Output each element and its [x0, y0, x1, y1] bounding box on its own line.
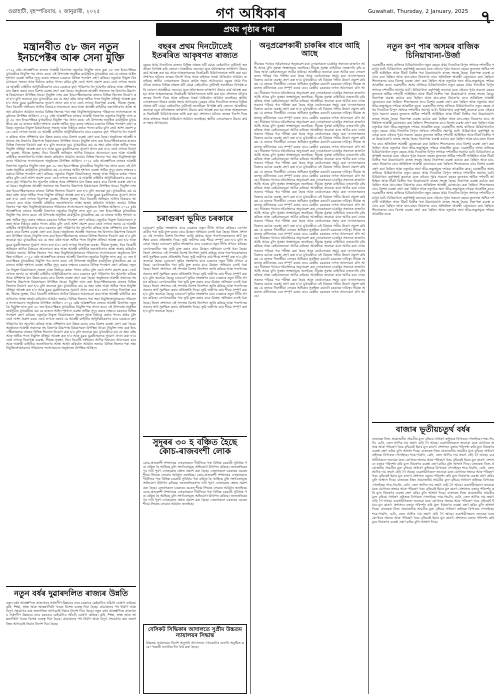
- article-body: ২০২৫ বৰ্ষৰ আৰম্ভণিতে ৰাজ্যৰ আৰক্ষী বিভাগত নতুনকৈ নিযুক্তি লাভ কৰা ৫৮ জন ইনচপেক্টৰক মুখ্যমন্ত্ৰীয়ে নিযুক্তি পত্ৰ প্ৰদান কৰে। এই উপলক্ষে অনুষ্ঠিত কাৰ্যসূচীত মুখ্যমন্ত্ৰীয়ে কয় যে ৰাজ্যৰ আইন শৃংখলা ব্যৱস্থা অধিক সুদৃঢ় কৰাৰ লক্ষ্যৰে চৰকাৰে বিভিন্ন পদক্ষেপ গ্ৰহণ কৰিছে। নতুনকৈ নিযুক্ত বিষয়াসকলে সততা আৰু নিষ্ঠাৰে কৰ্তব্য পালন কৰিব বুলি তেওঁ আশা প্ৰকাশ কৰে। তেওঁ লগতে জনায় যে আৰক্ষী বাহিনীৰ আধুনিকীকৰণৰ বাবে চৰকাৰে বৃহৎ পৰিমাণৰ ধন আবণ্টন কৰিছে আৰু প্ৰশিক্ষণৰ মান উন্নত কৰাৰ বাবে বিশেষ ব্যৱস্থা গ্ৰহণ কৰা হৈছে। অনুষ্ঠানত আৰক্ষী সঞ্চালক সহ বিভাগৰ উচ্চপদস্থ বিষয়াসকল উপস্থিত থাকে। নিযুক্তি লাভ কৰা ইনচপেক্টৰসকলক ৰাজ্যৰ বিভিন্ন জিলাত নিয়োগ কৰা হ'ব বুলি জনোৱা হয়। মুখ্যমন্ত্ৰীয়ে কয় যে অহা বৰ্ষত আৰু অধিক পদত নিযুক্তি প্ৰক্ৰিয়া আৰম্ভ কৰা হ'ব আৰু যুৱক যুৱতীসকলক সুযোগ প্ৰদান কৰা হ'ব। তেওঁ লগতে নিৰাপত্তা ব্যৱস্থা, সীমান্ত সুৰক্ষা, নিচা বিৰোধী অভিযান আদিৰ বিষয়েও আলোচনা কৰে আৰু আৰক্ষী বাহিনীক জনসাধাৰণৰ আস্থা অৰ্জন কৰিবলৈ আহ্বান জনায়। বিভিন্ন জিলাৰ পৰা অহা নিযুক্তিপ্ৰাপ্তসকলৰ পৰিয়ালৰ সদস্যসকলো অনুষ্ঠানত উপস্থিত আছিল। ২০২৫ বৰ্ষৰ আৰম্ভণিতে ৰাজ্যৰ আৰক্ষী বিভাগত নতুনকৈ নিযুক্তি লাভ কৰা ৫৮ জন ইনচপেক্টৰক মুখ্যমন্ত্ৰীয়ে নিযুক্তি পত্ৰ প্ৰদান কৰে। এই উপলক্ষে অনুষ্ঠিত কাৰ্যসূচীত মুখ্যমন্ত্ৰীয়ে কয় যে ৰাজ্যৰ আইন শৃংখলা ব্যৱস্থা অধিক সুদৃঢ় কৰাৰ লক্ষ্যৰে চৰকাৰে বিভিন্ন পদক্ষেপ গ্ৰহণ কৰিছে। নতুনকৈ নিযুক্ত বিষয়াসকলে সততা আৰু নিষ্ঠাৰে কৰ্তব্য পালন কৰিব বুলি তেওঁ আশা প্ৰকাশ কৰে। তেওঁ লগতে জনায় যে আৰক্ষী বাহিনীৰ আধুনিকীকৰণৰ বাবে চৰকাৰে বৃহৎ পৰিমাণৰ ধন আবণ্টন কৰিছে আৰু প্ৰশিক্ষণৰ মান উন্নত কৰাৰ বাবে বিশেষ ব্যৱস্থা গ্ৰহণ কৰা হৈছে। অনুষ্ঠানত আৰক্ষী সঞ্চালক সহ বিভাগৰ উচ্চপদস্থ বিষয়াসকল উপস্থিত থাকে। নিযুক্তি লাভ কৰা ইনচপেক্টৰসকলক ৰাজ্যৰ বিভিন্ন জিলাত নিয়োগ কৰা হ'ব বুলি জনোৱা হয়। মুখ্যমন্ত্ৰীয়ে কয় যে অহা বৰ্ষত আৰু অধিক পদত নিযুক্তি প্ৰক্ৰিয়া আৰম্ভ কৰা হ'ব আৰু যুৱক যুৱতীসকলক সুযোগ প্ৰদান কৰা হ'ব। তেওঁ লগতে নিৰাপত্তা ব্যৱস্থা, সীমান্ত সুৰক্ষা, নিচা বিৰোধী অভিযান আদিৰ বিষয়েও আলোচনা কৰে আৰু আৰক্ষী বাহিনীক জনসাধাৰণৰ আস্থা অৰ্জন কৰিবলৈ আহ্বান জনায়। বিভিন্ন জিলাৰ পৰা অহা নিযুক্তিপ্ৰাপ্তসকলৰ পৰিয়ালৰ সদস্যসকলো অনুষ্ঠানত উপস্থিত আছিল। ২০২৫ বৰ্ষৰ আৰম্ভণিতে ৰাজ্যৰ আৰক্ষী বিভাগত নতুনকৈ নিযুক্তি লাভ কৰা ৫৮ জন ইনচপেক্টৰক মুখ্যমন্ত্ৰীয়ে নিযুক্তি পত্ৰ প্ৰদান কৰে। এই উপলক্ষে অনুষ্ঠিত কাৰ্যসূচীত মুখ্যমন্ত্ৰীয়ে কয় যে ৰাজ্যৰ আইন শৃংখলা ব্যৱস্থা অধিক সুদৃঢ় কৰাৰ লক্ষ্যৰে চৰকাৰে বিভিন্ন পদক্ষেপ গ্ৰহণ কৰিছে। নতুনকৈ নিযুক্ত বিষয়াসকলে সততা আৰু নিষ্ঠাৰে কৰ্তব্য পালন কৰিব বুলি তেওঁ আশা প্ৰকাশ কৰে। তেওঁ লগতে জনায় যে আৰক্ষী বাহিনীৰ আধুনিকীকৰণৰ বাবে চৰকাৰে বৃহৎ পৰিমাণৰ ধন আবণ্টন কৰিছে আৰু প্ৰশিক্ষণৰ মান উন্নত কৰাৰ বাবে বিশেষ ব্যৱস্থা গ্ৰহণ কৰা হৈছে। অনুষ্ঠানত আৰক্ষী সঞ্চালক সহ বিভাগৰ উচ্চপদস্থ বিষয়াসকল উপস্থিত থাকে। নিযুক্তি লাভ কৰা ইনচপেক্টৰসকলক ৰাজ্যৰ বিভিন্ন জিলাত নিয়োগ কৰা হ'ব বুলি জনোৱা হয়। মুখ্যমন্ত্ৰীয়ে কয় যে অহা বৰ্ষত আৰু অধিক পদত নিযুক্তি প্ৰক্ৰিয়া আৰম্ভ কৰা হ'ব আৰু যুৱক যুৱতীসকলক সুযোগ প্ৰদান কৰা হ'ব। তেওঁ লগতে নিৰাপত্তা ব্যৱস্থা, সীমান্ত সুৰক্ষা, নিচা বিৰোধী অভিযান আদিৰ বিষয়েও আলোচনা কৰে আৰু আৰক্ষী বাহিনীক জনসাধাৰণৰ আস্থা অৰ্জন কৰিবলৈ আহ্বান জনায়। বিভিন্ন জিলাৰ পৰা অহা নিযুক্তিপ্ৰাপ্তসকলৰ পৰিয়ালৰ সদস্যসকলো অনুষ্ঠানত উপস্থিত আছিল। ২০২৫ বৰ্ষৰ আৰম্ভণিতে ৰাজ্যৰ আৰক্ষী বিভাগত নতুনকৈ নিযুক্তি লাভ কৰা ৫৮ জন ইনচপেক্টৰক মুখ্যমন্ত্ৰীয়ে নিযুক্তি পত্ৰ প্ৰদান কৰে। এই উপলক্ষে অনুষ্ঠিত কাৰ্যসূচীত মুখ্যমন্ত্ৰীয়ে কয় যে ৰাজ্যৰ আইন শৃংখলা ব্যৱস্থা অধিক সুদৃঢ় কৰাৰ লক্ষ্যৰে চৰকাৰে বিভিন্ন পদক্ষেপ গ্ৰহণ কৰিছে। নতুনকৈ নিযুক্ত বিষয়াসকলে সততা আৰু নিষ্ঠাৰে কৰ্তব্য পালন কৰিব বুলি তেওঁ আশা প্ৰকাশ কৰে। তেওঁ লগতে জনায় যে আৰক্ষী বাহিনীৰ আধুনিকীকৰণৰ বাবে চৰকাৰে বৃহৎ পৰিমাণৰ ধন আবণ্টন কৰিছে আৰু প্ৰশিক্ষণৰ মান উন্নত কৰাৰ বাবে বিশেষ ব্যৱস্থা গ্ৰহণ কৰা হৈছে। অনুষ্ঠানত আৰক্ষী সঞ্চালক সহ বিভাগৰ উচ্চপদস্থ বিষয়াসকল উপস্থিত থাকে। নিযুক্তি লাভ কৰা ইনচপেক্টৰসকলক ৰাজ্যৰ বিভিন্ন জিলাত নিয়োগ কৰা হ'ব বুলি জনোৱা হয়। মুখ্যমন্ত্ৰীয়ে কয় যে অহা বৰ্ষত আৰু অধিক পদত নিযুক্তি প্ৰক্ৰিয়া আৰম্ভ কৰা হ'ব আৰু যুৱক যুৱতীসকলক সুযোগ প্ৰদান কৰা হ'ব। তেওঁ লগতে নিৰাপত্তা ব্যৱস্থা, সীমান্ত সুৰক্ষা, নিচা বিৰোধী অভিযান আদিৰ বিষয়েও আলোচনা কৰে আৰু আৰক্ষী বাহিনীক জনসাধাৰণৰ আস্থা অৰ্জন কৰিবলৈ আহ্বান জনায়। বিভিন্ন জিলাৰ পৰা অহা নিযুক্তিপ্ৰাপ্তসকলৰ পৰিয়ালৰ সদস্যসকলো অনুষ্ঠানত উপস্থিত আছিল। ২০২৫ বৰ্ষৰ আৰম্ভণিতে ৰাজ্যৰ আৰক্ষী বিভাগত নতুনকৈ নিযুক্তি লাভ কৰা ৫৮ জন ইনচপেক্টৰক মুখ্যমন্ত্ৰীয়ে নিযুক্তি পত্ৰ প্ৰদান কৰে। এই উপলক্ষে অনুষ্ঠিত কাৰ্যসূচীত মুখ্যমন্ত্ৰীয়ে কয় যে ৰাজ্যৰ আইন শৃংখলা ব্যৱস্থা অধিক সুদৃঢ় কৰাৰ লক্ষ্যৰে চৰকাৰে বিভিন্ন পদক্ষেপ গ্ৰহণ কৰিছে। নতুনকৈ নিযুক্ত বিষয়াসকলে সততা আৰু নিষ্ঠাৰে কৰ্তব্য পালন কৰিব বুলি তেওঁ আশা প্ৰকাশ কৰে। তেওঁ লগতে জনায় যে আৰক্ষী বাহিনীৰ আধুনিকীকৰণৰ বাবে চৰকাৰে বৃহৎ পৰিমাণৰ ধন আবণ্টন কৰিছে আৰু প্ৰশিক্ষণৰ মান উন্নত কৰাৰ বাবে বিশেষ ব্যৱস্থা গ্ৰহণ কৰা হৈছে। অনুষ্ঠানত আৰক্ষী সঞ্চালক সহ বিভাগৰ উচ্চপদস্থ বিষয়াসকল উপস্থিত থাকে। নিযুক্তি লাভ কৰা ইনচপেক্টৰসকলক ৰাজ্যৰ বিভিন্ন জিলাত নিয়োগ কৰা হ'ব বুলি জনোৱা হয়। মুখ্যমন্ত্ৰীয়ে কয় যে অহা বৰ্ষত আৰু অধিক পদত নিযুক্তি প্ৰক্ৰিয়া আৰম্ভ কৰা হ'ব আৰু যুৱক যুৱতীসকলক সুযোগ প্ৰদান কৰা হ'ব। তেওঁ লগতে নিৰাপত্তা ব্যৱস্থা, সীমান্ত সুৰক্ষা, নিচা বিৰোধী অভিযান আদিৰ বিষয়েও আলোচনা কৰে আৰু আৰক্ষী বাহিনীক জনসাধাৰণৰ আস্থা অৰ্জন কৰিবলৈ আহ্বান জনায়। বিভিন্ন জিলাৰ পৰা অহা নিযুক্তিপ্ৰাপ্তসকলৰ পৰিয়ালৰ সদস্যসকলো অনুষ্ঠানত উপস্থিত আছিল। ২০২৫ বৰ্ষৰ আৰম্ভণিতে ৰাজ্যৰ আৰক্ষী বিভাগত নতুনকৈ নিযুক্তি লাভ কৰা ৫৮ জন ইনচপেক্টৰক মুখ্যমন্ত্ৰীয়ে নিযুক্তি পত্ৰ প্ৰদান কৰে। এই উপলক্ষে অনুষ্ঠিত কাৰ্যসূচীত মুখ্যমন্ত্ৰীয়ে কয় যে ৰাজ্যৰ আইন শৃংখলা ব্যৱস্থা অধিক সুদৃঢ় কৰাৰ লক্ষ্যৰে চৰকাৰে বিভিন্ন পদক্ষেপ গ্ৰহণ কৰিছে। নতুনকৈ নিযুক্ত বিষয়াসকলে সততা আৰু নিষ্ঠাৰে কৰ্তব্য পালন কৰিব বুলি তেওঁ আশা প্ৰকাশ কৰে। তেওঁ লগতে জনায় যে আৰক্ষী বাহিনীৰ আধুনিকীকৰণৰ বাবে চৰকাৰে বৃহৎ পৰিমাণৰ ধন আবণ্টন কৰিছে আৰু প্ৰশিক্ষণৰ মান উন্নত কৰাৰ বাবে বিশেষ ব্যৱস্থা গ্ৰহণ কৰা হৈছে। অনুষ্ঠানত আৰক্ষী সঞ্চালক সহ বিভাগৰ উচ্চপদস্থ বিষয়াসকল উপস্থিত থাকে। নিযুক্তি লাভ কৰা ইনচপেক্টৰসকলক ৰাজ্যৰ বিভিন্ন জিলাত নিয়োগ কৰা হ'ব বুলি জনোৱা হয়। মুখ্যমন্ত্ৰীয়ে কয় যে অহা বৰ্ষত আৰু অধিক পদত নিযুক্তি প্ৰক্ৰিয়া আৰম্ভ কৰা হ'ব আৰু যুৱক যুৱতীসকলক সুযোগ প্ৰদান কৰা হ'ব। তেওঁ লগতে নিৰাপত্তা ব্যৱস্থা, সীমান্ত সুৰক্ষা, নিচা বিৰোধী অভিযান আদিৰ বিষয়েও আলোচনা কৰে আৰু আৰক্ষী বাহিনীক জনসাধাৰণৰ আস্থা অৰ্জন কৰিবলৈ আহ্বান জনায়। বিভিন্ন জিলাৰ পৰা অহা নিযুক্তিপ্ৰাপ্তসকলৰ পৰিয়ালৰ সদস্যসকলো অনুষ্ঠানত উপস্থিত আছিল।: [6, 68, 136, 351]
- article-headline: বছৰৰ প্ৰথম দিনটোতেই ইতৰৰিত আকৃষণত ৰাজ্যত: [152, 41, 238, 60]
- article-body: বাজাৰত নিত্য প্ৰয়োজনীয় সামগ্ৰীৰ মূল্য বৃদ্ধিয়ে সাধাৰণ ৰাইজক বিপাঙত পেলাইছে। শাক-পাচলি, চেনি, তেল আদিৰ দাম ক্ৰমাৎ বাঢ়ি গৈ আছে। ব্যৱসায়ীসকলে জনোৱা মতে যোগানৰ অভাৱ আৰু পৰিবহণ খৰচ বৃদ্ধিয়েই ইয়াৰ মূল কাৰণ। প্ৰশাসনে বজাৰ পৰিদৰ্শন কৰি মূল্য নিয়ন্ত্ৰণৰ ব্যৱস্থা গ্ৰহণ কৰিব বুলি আশ্বাস দিছে। বাজাৰত নিত্য প্ৰয়োজনীয় সামগ্ৰীৰ মূল্য বৃদ্ধিয়ে সাধাৰণ ৰাইজক বিপাঙত পেলাইছে। শাক-পাচলি, চেনি, তেল আদিৰ দাম ক্ৰমাৎ বাঢ়ি গৈ আছে। ব্যৱসায়ীসকলে জনোৱা মতে যোগানৰ অভাৱ আৰু পৰিবহণ খৰচ বৃদ্ধিয়েই ইয়াৰ মূল কাৰণ। প্ৰশাসনে বজাৰ পৰিদৰ্শন কৰি মূল্য নিয়ন্ত্ৰণৰ ব্যৱস্থা গ্ৰহণ কৰিব বুলি আশ্বাস দিছে। বাজাৰত নিত্য প্ৰয়োজনীয় সামগ্ৰীৰ মূল্য বৃদ্ধিয়ে সাধাৰণ ৰাইজক বিপাঙত পেলাইছে। শাক-পাচলি, চেনি, তেল আদিৰ দাম ক্ৰমাৎ বাঢ়ি গৈ আছে। ব্যৱসায়ীসকলে জনোৱা মতে যোগানৰ অভাৱ আৰু পৰিবহণ খৰচ বৃদ্ধিয়েই ইয়াৰ মূল কাৰণ। প্ৰশাসনে বজাৰ পৰিদৰ্শন কৰি মূল্য নিয়ন্ত্ৰণৰ ব্যৱস্থা গ্ৰহণ কৰিব বুলি আশ্বাস দিছে। বাজাৰত নিত্য প্ৰয়োজনীয় সামগ্ৰীৰ মূল্য বৃদ্ধিয়ে সাধাৰণ ৰাইজক বিপাঙত পেলাইছে। শাক-পাচলি, চেনি, তেল আদিৰ দাম ক্ৰমাৎ বাঢ়ি গৈ আছে। ব্যৱসায়ীসকলে জনোৱা মতে যোগানৰ অভাৱ আৰু পৰিবহণ খৰচ বৃদ্ধিয়েই ইয়াৰ মূল কাৰণ। প্ৰশাসনে বজাৰ পৰিদৰ্শন কৰি মূল্য নিয়ন্ত্ৰণৰ ব্যৱস্থা গ্ৰহণ কৰিব বুলি আশ্বাস দিছে। বাজাৰত নিত্য প্ৰয়োজনীয় সামগ্ৰীৰ মূল্য বৃদ্ধিয়ে সাধাৰণ ৰাইজক বিপাঙত পেলাইছে। শাক-পাচলি, চেনি, তেল আদিৰ দাম ক্ৰমাৎ বাঢ়ি গৈ আছে। ব্যৱসায়ীসকলে জনোৱা মতে যোগানৰ অভাৱ আৰু পৰিবহণ খৰচ বৃদ্ধিয়েই ইয়াৰ মূল কাৰণ। প্ৰশাসনে বজাৰ পৰিদৰ্শন কৰি মূল্য নিয়ন্ত্ৰণৰ ব্যৱস্থা গ্ৰহণ কৰিব বুলি আশ্বাস দিছে। বাজাৰত নিত্য প্ৰয়োজনীয় সামগ্ৰীৰ মূল্য বৃদ্ধিয়ে সাধাৰণ ৰাইজক বিপাঙত পেলাইছে। শাক-পাচলি, চেনি, তেল আদিৰ দাম ক্ৰমাৎ বাঢ়ি গৈ আছে। ব্যৱসায়ীসকলে জনোৱা মতে যোগানৰ অভাৱ আৰু পৰিবহণ খৰচ বৃদ্ধিয়েই ইয়াৰ মূল কাৰণ। প্ৰশাসনে বজাৰ পৰিদৰ্শন কৰি মূল্য নিয়ন্ত্ৰণৰ ব্যৱস্থা গ্ৰহণ কৰিব বুলি আশ্বাস দিছে।: [372, 436, 494, 524]
- article-headline: অনুপ্ৰৱেশকাৰী চাকৰিৰ বাবে আহি আছে: [259, 41, 360, 59]
- masthead-logo: গণ অধিকাৰ: [215, 6, 287, 22]
- article-body: চৰাগুৰণ ভূমিৰ সংৰক্ষণৰ বাবে চৰকাৰে নতুন নীতি প্ৰণয়ন কৰিছে। বেদখলকাৰীৰ পৰা ভূমি মুক্ত কৰাৰ বাবে উচ্ছেদ অভিযান চলাই থকা হৈছে। জিলা প্ৰশাসনে এই সন্দৰ্ভত বিশেষ নিৰ্দেশনা জাৰি কৰিছে আৰু পশুপালকসকলৰ স্বাৰ্থ সুৰক্ষিত কৰাৰ প্ৰতিশ্ৰুতি দিছে। ভূমি জৰীপৰ কাম শীঘ্ৰে সম্পূৰ্ণ কৰা হ'ব বুলি জনোৱা হৈছে। চৰাগুৰণ ভূমিৰ সংৰক্ষণৰ বাবে চৰকাৰে নতুন নীতি প্ৰণয়ন কৰিছে। বেদখলকাৰীৰ পৰা ভূমি মুক্ত কৰাৰ বাবে উচ্ছেদ অভিযান চলাই থকা হৈছে। জিলা প্ৰশাসনে এই সন্দৰ্ভত বিশেষ নিৰ্দেশনা জাৰি কৰিছে আৰু পশুপালকসকলৰ স্বাৰ্থ সুৰক্ষিত কৰাৰ প্ৰতিশ্ৰুতি দিছে। ভূমি জৰীপৰ কাম শীঘ্ৰে সম্পূৰ্ণ কৰা হ'ব বুলি জনোৱা হৈছে। চৰাগুৰণ ভূমিৰ সংৰক্ষণৰ বাবে চৰকাৰে নতুন নীতি প্ৰণয়ন কৰিছে। বেদখলকাৰীৰ পৰা ভূমি মুক্ত কৰাৰ বাবে উচ্ছেদ অভিযান চলাই থকা হৈছে। জিলা প্ৰশাসনে এই সন্দৰ্ভত বিশেষ নিৰ্দেশনা জাৰি কৰিছে আৰু পশুপালকসকলৰ স্বাৰ্থ সুৰক্ষিত কৰাৰ প্ৰতিশ্ৰুতি দিছে। ভূমি জৰীপৰ কাম শীঘ্ৰে সম্পূৰ্ণ কৰা হ'ব বুলি জনোৱা হৈছে। চৰাগুৰণ ভূমিৰ সংৰক্ষণৰ বাবে চৰকাৰে নতুন নীতি প্ৰণয়ন কৰিছে। বেদখলকাৰীৰ পৰা ভূমি মুক্ত কৰাৰ বাবে উচ্ছেদ অভিযান চলাই থকা হৈছে। জিলা প্ৰশাসনে এই সন্দৰ্ভত বিশেষ নিৰ্দেশনা জাৰি কৰিছে আৰু পশুপালকসকলৰ স্বাৰ্থ সুৰক্ষিত কৰাৰ প্ৰতিশ্ৰুতি দিছে। ভূমি জৰীপৰ কাম শীঘ্ৰে সম্পূৰ্ণ কৰা হ'ব বুলি জনোৱা হৈছে। চৰাগুৰণ ভূমিৰ সংৰক্ষণৰ বাবে চৰকাৰে নতুন নীতি প্ৰণয়ন কৰিছে। বেদখলকাৰীৰ পৰা ভূমি মুক্ত কৰাৰ বাবে উচ্ছেদ অভিযান চলাই থকা হৈছে। জিলা প্ৰশাসনে এই সন্দৰ্ভত বিশেষ নিৰ্দেশনা জাৰি কৰিছে আৰু পশুপালকসকলৰ স্বাৰ্থ সুৰক্ষিত কৰাৰ প্ৰতিশ্ৰুতি দিছে। ভূমি জৰীপৰ কাম শীঘ্ৰে সম্পূৰ্ণ কৰা হ'ব বুলি জনোৱা হৈছে।: [143, 225, 247, 313]
- column-divider: [139, 40, 140, 694]
- article-headline: মন্ত্ৰানবীত ৫৮ জন নতুন ইনচপেক্টৰ আৰু সেনা মুক্তি: [17, 42, 125, 64]
- page-number: ৭: [480, 7, 492, 28]
- article-headline: বাজাৰ ভূতীয়চতুৰ্থ বৰ্ষৰ: [395, 424, 471, 434]
- article-col4-lower: [372, 420, 494, 692]
- section-banner: প্ৰথম পৃষ্ঠাৰ পৰা: [156, 23, 342, 36]
- column-divider: [250, 40, 251, 694]
- newspaper-page: [6, 4, 494, 696]
- column-divider: [368, 40, 369, 694]
- article-divider: [143, 211, 247, 212]
- article-col2-mid: [143, 209, 247, 429]
- article-divider: [372, 422, 494, 423]
- article-col1-main: [6, 40, 136, 580]
- article-col4-top: [372, 40, 494, 415]
- article-divider: [6, 586, 136, 587]
- article-body: উচ্চতম ন্যায়ালয়ৰ নিৰ্দেশ অনুসৰি আদালতে গোচৰটোৰ শুনানি অনুষ্ঠিত কৰে। পৰৱৰ্তী শুনানিৰ দিন ধাৰ্য কৰা হৈছে।: [146, 641, 244, 650]
- header-rule: [6, 20, 494, 21]
- article-headline: নতুন বৰ্ষৰ দুৱাৰদলিত ৰাজ্যৰ উন্নতি: [13, 588, 129, 598]
- article-body: কোচ-ৰাজবংশী সম্প্ৰদায়ৰ লোকসকলে দীৰ্ঘদিনৰ পৰা বিভিন্ন চৰকাৰী সুবিধাৰ পৰা বঞ্চিত হৈ আহিছে বুলি সংগঠনসমূহে অভিযোগ উত্থাপন কৰিছে। জনজাতিকৰণৰ দাবী পূৰণ নোহোৱাত ক্ষোভ প্ৰকাশ কৰা হৈছে। নেতাসকলে চৰকাৰৰ ওচৰত শীঘ্ৰে সিদ্ধান্ত লোৱাৰ আহ্বান জনাইছে। কোচ-ৰাজবংশী সম্প্ৰদায়ৰ লোকসকলে দীৰ্ঘদিনৰ পৰা বিভিন্ন চৰকাৰী সুবিধাৰ পৰা বঞ্চিত হৈ আহিছে বুলি সংগঠনসমূহে অভিযোগ উত্থাপন কৰিছে। জনজাতিকৰণৰ দাবী পূৰণ নোহোৱাত ক্ষোভ প্ৰকাশ কৰা হৈছে। নেতাসকলে চৰকাৰৰ ওচৰত শীঘ্ৰে সিদ্ধান্ত লোৱাৰ আহ্বান জনাইছে। কোচ-ৰাজবংশী সম্প্ৰদায়ৰ লোকসকলে দীৰ্ঘদিনৰ পৰা বিভিন্ন চৰকাৰী সুবিধাৰ পৰা বঞ্চিত হৈ আহিছে বুলি সংগঠনসমূহে অভিযোগ উত্থাপন কৰিছে। জনজাতিকৰণৰ দাবী পূৰণ নোহোৱাত ক্ষোভ প্ৰকাশ কৰা হৈছে। নেতাসকলে চৰকাৰৰ ওচৰত শীঘ্ৰে সিদ্ধান্ত লোৱাৰ আহ্বান জনাইছে।: [143, 460, 247, 507]
- article-divider: [143, 436, 247, 437]
- article-col3-main: [254, 40, 365, 692]
- article-col1-lower: [6, 584, 136, 694]
- article-body: নতুন বৰ্ষৰ আৰম্ভণিতে ৰাজ্যখনৰ সৰ্বাংগীণ উন্নয়নৰ বাবে চৰকাৰে কেইবাটাও আঁচনি ঘোষণা কৰিছে। কৃষি, শিক্ষা, স্বাস্থ্য আৰু আন্তঃগাঁথনি খণ্ডত বিশেষ গুৰুত্ব দিয়া হৈছে। গ্ৰামাঞ্চলৰ পথ নিৰ্মাণ আৰু বিদ্যুৎ সংযোগৰ কাম দ্ৰুতগতিত আগবঢ়াই নিয়াৰ নিৰ্দেশ দিয়া হৈছে। নতুন বৰ্ষৰ আৰম্ভণিতে ৰাজ্যখনৰ সৰ্বাংগীণ উন্নয়নৰ বাবে চৰকাৰে কেইবাটাও আঁচনি ঘোষণা কৰিছে। কৃষি, শিক্ষা, স্বাস্থ্য আৰু আন্তঃগাঁথনি খণ্ডত বিশেষ গুৰুত্ব দিয়া হৈছে। গ্ৰামাঞ্চলৰ পথ নিৰ্মাণ আৰু বিদ্যুৎ সংযোগৰ কাম দ্ৰুতগতিত আগবঢ়াই নিয়াৰ নিৰ্দেশ দিয়া হৈছে।: [6, 600, 136, 626]
- issue-date-bengali: গুৱাহাটী, বৃহস্পতিবাৰ, ২ জানুৱাৰী, ২০২৫: [8, 9, 100, 15]
- article-col2-bottom: [143, 624, 247, 694]
- article-body: গুৱাহাটীৰ অসম ৰাজ্যিক চিৰিয়াখানালৈ নতুন বছৰৰ প্ৰথম দিনটোত বিপুল সংখ্যক দৰ্শনাৰ্থীৰ সমাগম ঘটে। চিৰিয়াখানা কৰ্তৃপক্ষই জনোৱা মতে এইবাৰ পূৰ্বৰ সকলো বছৰৰ তুলনাত অধিক দৰ্শনাৰ্থী আহিছিল আৰু টিকট বিক্ৰীৰ পৰা উল্লেখযোগ্য ৰাজহ সংগ্ৰহ হৈছে। নিৰাপত্তা ব্যৱস্থা কঠোৰ কৰা হৈছিল আৰু যান-বাহন নিয়ন্ত্ৰণৰ বাবে অতিৰিক্ত আৰক্ষী মোতায়েন কৰা হৈছিল। শিশুসকলৰ বাবে বিশেষ ব্যৱস্থা গ্ৰহণ কৰা হৈছিল আৰু নতুনকৈ অনা জীৱ-জন্তুসমূহে দৰ্শকক আকৰ্ষিত কৰে। গুৱাহাটীৰ অসম ৰাজ্যিক চিৰিয়াখানালৈ নতুন বছৰৰ প্ৰথম দিনটোত বিপুল সংখ্যক দৰ্শনাৰ্থীৰ সমাগম ঘটে। চিৰিয়াখানা কৰ্তৃপক্ষই জনোৱা মতে এইবাৰ পূৰ্বৰ সকলো বছৰৰ তুলনাত অধিক দৰ্শনাৰ্থী আহিছিল আৰু টিকট বিক্ৰীৰ পৰা উল্লেখযোগ্য ৰাজহ সংগ্ৰহ হৈছে। নিৰাপত্তা ব্যৱস্থা কঠোৰ কৰা হৈছিল আৰু যান-বাহন নিয়ন্ত্ৰণৰ বাবে অতিৰিক্ত আৰক্ষী মোতায়েন কৰা হৈছিল। শিশুসকলৰ বাবে বিশেষ ব্যৱস্থা গ্ৰহণ কৰা হৈছিল আৰু নতুনকৈ অনা জীৱ-জন্তুসমূহে দৰ্শকক আকৰ্ষিত কৰে। গুৱাহাটীৰ অসম ৰাজ্যিক চিৰিয়াখানালৈ নতুন বছৰৰ প্ৰথম দিনটোত বিপুল সংখ্যক দৰ্শনাৰ্থীৰ সমাগম ঘটে। চিৰিয়াখানা কৰ্তৃপক্ষই জনোৱা মতে এইবাৰ পূৰ্বৰ সকলো বছৰৰ তুলনাত অধিক দৰ্শনাৰ্থী আহিছিল আৰু টিকট বিক্ৰীৰ পৰা উল্লেখযোগ্য ৰাজহ সংগ্ৰহ হৈছে। নিৰাপত্তা ব্যৱস্থা কঠোৰ কৰা হৈছিল আৰু যান-বাহন নিয়ন্ত্ৰণৰ বাবে অতিৰিক্ত আৰক্ষী মোতায়েন কৰা হৈছিল। শিশুসকলৰ বাবে বিশেষ ব্যৱস্থা গ্ৰহণ কৰা হৈছিল আৰু নতুনকৈ অনা জীৱ-জন্তুসমূহে দৰ্শকক আকৰ্ষিত কৰে। গুৱাহাটীৰ অসম ৰাজ্যিক চিৰিয়াখানালৈ নতুন বছৰৰ প্ৰথম দিনটোত বিপুল সংখ্যক দৰ্শনাৰ্থীৰ সমাগম ঘটে। চিৰিয়াখানা কৰ্তৃপক্ষই জনোৱা মতে এইবাৰ পূৰ্বৰ সকলো বছৰৰ তুলনাত অধিক দৰ্শনাৰ্থী আহিছিল আৰু টিকট বিক্ৰীৰ পৰা উল্লেখযোগ্য ৰাজহ সংগ্ৰহ হৈছে। নিৰাপত্তা ব্যৱস্থা কঠোৰ কৰা হৈছিল আৰু যান-বাহন নিয়ন্ত্ৰণৰ বাবে অতিৰিক্ত আৰক্ষী মোতায়েন কৰা হৈছিল। শিশুসকলৰ বাবে বিশেষ ব্যৱস্থা গ্ৰহণ কৰা হৈছিল আৰু নতুনকৈ অনা জীৱ-জন্তুসমূহে দৰ্শকক আকৰ্ষিত কৰে। গুৱাহাটীৰ অসম ৰাজ্যিক চিৰিয়াখানালৈ নতুন বছৰৰ প্ৰথম দিনটোত বিপুল সংখ্যক দৰ্শনাৰ্থীৰ সমাগম ঘটে। চিৰিয়াখানা কৰ্তৃপক্ষই জনোৱা মতে এইবাৰ পূৰ্বৰ সকলো বছৰৰ তুলনাত অধিক দৰ্শনাৰ্থী আহিছিল আৰু টিকট বিক্ৰীৰ পৰা উল্লেখযোগ্য ৰাজহ সংগ্ৰহ হৈছে। নিৰাপত্তা ব্যৱস্থা কঠোৰ কৰা হৈছিল আৰু যান-বাহন নিয়ন্ত্ৰণৰ বাবে অতিৰিক্ত আৰক্ষী মোতায়েন কৰা হৈছিল। শিশুসকলৰ বাবে বিশেষ ব্যৱস্থা গ্ৰহণ কৰা হৈছিল আৰু নতুনকৈ অনা জীৱ-জন্তুসমূহে দৰ্শকক আকৰ্ষিত কৰে। গুৱাহাটীৰ অসম ৰাজ্যিক চিৰিয়াখানালৈ নতুন বছৰৰ প্ৰথম দিনটোত বিপুল সংখ্যক দৰ্শনাৰ্থীৰ সমাগম ঘটে। চিৰিয়াখানা কৰ্তৃপক্ষই জনোৱা মতে এইবাৰ পূৰ্বৰ সকলো বছৰৰ তুলনাত অধিক দৰ্শনাৰ্থী আহিছিল আৰু টিকট বিক্ৰীৰ পৰা উল্লেখযোগ্য ৰাজহ সংগ্ৰহ হৈছে। নিৰাপত্তা ব্যৱস্থা কঠোৰ কৰা হৈছিল আৰু যান-বাহন নিয়ন্ত্ৰণৰ বাবে অতিৰিক্ত আৰক্ষী মোতায়েন কৰা হৈছিল। শিশুসকলৰ বাবে বিশেষ ব্যৱস্থা গ্ৰহণ কৰা হৈছিল আৰু নতুনকৈ অনা জীৱ-জন্তুসমূহে দৰ্শকক আকৰ্ষিত কৰে। গুৱাহাটীৰ অসম ৰাজ্যিক চিৰিয়াখানালৈ নতুন বছৰৰ প্ৰথম দিনটোত বিপুল সংখ্যক দৰ্শনাৰ্থীৰ সমাগম ঘটে। চিৰিয়াখানা কৰ্তৃপক্ষই জনোৱা মতে এইবাৰ পূৰ্বৰ সকলো বছৰৰ তুলনাত অধিক দৰ্শনাৰ্থী আহিছিল আৰু টিকট বিক্ৰীৰ পৰা উল্লেখযোগ্য ৰাজহ সংগ্ৰহ হৈছে। নিৰাপত্তা ব্যৱস্থা কঠোৰ কৰা হৈছিল আৰু যান-বাহন নিয়ন্ত্ৰণৰ বাবে অতিৰিক্ত আৰক্ষী মোতায়েন কৰা হৈছিল। শিশুসকলৰ বাবে বিশেষ ব্যৱস্থা গ্ৰহণ কৰা হৈছিল আৰু নতুনকৈ অনা জীৱ-জন্তুসমূহে দৰ্শকক আকৰ্ষিত কৰে।: [372, 62, 494, 217]
- issue-date-english: Guwahati, Thursday, 2 January, 2025: [368, 9, 469, 15]
- article-body: সীমান্তৰ পথেৰে অবৈধভাৱে অনুপ্ৰৱেশ কৰা লোকসকলে চাকৰিৰ সন্ধানত ৰাজ্যলৈ আহি আছে বুলি সুৰক্ষা সংস্থাসমূহে জনাইছে। সীমান্ত সুৰক্ষা বাহিনীয়ে নজৰদাৰি বৃদ্ধি কৰিছে আৰু কেইবাজনকো আটক কৰিছে। আৰক্ষীয়ে জনোৱা মতে আটক কৰা লোকসকলৰ পৰিচয় পত্ৰ পৰীক্ষা কৰা হৈছে আৰু তেওঁলোকক সহায় কৰা দালালসকলৰ বিৰুদ্ধে কঠোৰ ব্যৱস্থা গ্ৰহণ কৰা হ'ব। মুখ্যমন্ত্ৰীয়ে এই বিষয়ত গভীৰ উদ্বেগ প্ৰকাশ কৰি কয় যে ৰাজ্যৰ খিলঞ্জীয়া লোকৰ অধিকাৰ সুৰক্ষিত কৰাটো চৰকাৰৰ দায়িত্ব। সীমান্ত অঞ্চলত কাঁটাতাৰৰ বেৰ সম্পূৰ্ণ কৰাৰ বাবে কেন্দ্ৰীয় চৰকাৰৰ লগত আলোচনা চলি আছে। সীমান্তৰ পথেৰে অবৈধভাৱে অনুপ্ৰৱেশ কৰা লোকসকলে চাকৰিৰ সন্ধানত ৰাজ্যলৈ আহি আছে বুলি সুৰক্ষা সংস্থাসমূহে জনাইছে। সীমান্ত সুৰক্ষা বাহিনীয়ে নজৰদাৰি বৃদ্ধি কৰিছে আৰু কেইবাজনকো আটক কৰিছে। আৰক্ষীয়ে জনোৱা মতে আটক কৰা লোকসকলৰ পৰিচয় পত্ৰ পৰীক্ষা কৰা হৈছে আৰু তেওঁলোকক সহায় কৰা দালালসকলৰ বিৰুদ্ধে কঠোৰ ব্যৱস্থা গ্ৰহণ কৰা হ'ব। মুখ্যমন্ত্ৰীয়ে এই বিষয়ত গভীৰ উদ্বেগ প্ৰকাশ কৰি কয় যে ৰাজ্যৰ খিলঞ্জীয়া লোকৰ অধিকাৰ সুৰক্ষিত কৰাটো চৰকাৰৰ দায়িত্ব। সীমান্ত অঞ্চলত কাঁটাতাৰৰ বেৰ সম্পূৰ্ণ কৰাৰ বাবে কেন্দ্ৰীয় চৰকাৰৰ লগত আলোচনা চলি আছে। সীমান্তৰ পথেৰে অবৈধভাৱে অনুপ্ৰৱেশ কৰা লোকসকলে চাকৰিৰ সন্ধানত ৰাজ্যলৈ আহি আছে বুলি সুৰক্ষা সংস্থাসমূহে জনাইছে। সীমান্ত সুৰক্ষা বাহিনীয়ে নজৰদাৰি বৃদ্ধি কৰিছে আৰু কেইবাজনকো আটক কৰিছে। আৰক্ষীয়ে জনোৱা মতে আটক কৰা লোকসকলৰ পৰিচয় পত্ৰ পৰীক্ষা কৰা হৈছে আৰু তেওঁলোকক সহায় কৰা দালালসকলৰ বিৰুদ্ধে কঠোৰ ব্যৱস্থা গ্ৰহণ কৰা হ'ব। মুখ্যমন্ত্ৰীয়ে এই বিষয়ত গভীৰ উদ্বেগ প্ৰকাশ কৰি কয় যে ৰাজ্যৰ খিলঞ্জীয়া লোকৰ অধিকাৰ সুৰক্ষিত কৰাটো চৰকাৰৰ দায়িত্ব। সীমান্ত অঞ্চলত কাঁটাতাৰৰ বেৰ সম্পূৰ্ণ কৰাৰ বাবে কেন্দ্ৰীয় চৰকাৰৰ লগত আলোচনা চলি আছে। সীমান্তৰ পথেৰে অবৈধভাৱে অনুপ্ৰৱেশ কৰা লোকসকলে চাকৰিৰ সন্ধানত ৰাজ্যলৈ আহি আছে বুলি সুৰক্ষা সংস্থাসমূহে জনাইছে। সীমান্ত সুৰক্ষা বাহিনীয়ে নজৰদাৰি বৃদ্ধি কৰিছে আৰু কেইবাজনকো আটক কৰিছে। আৰক্ষীয়ে জনোৱা মতে আটক কৰা লোকসকলৰ পৰিচয় পত্ৰ পৰীক্ষা কৰা হৈছে আৰু তেওঁলোকক সহায় কৰা দালালসকলৰ বিৰুদ্ধে কঠোৰ ব্যৱস্থা গ্ৰহণ কৰা হ'ব। মুখ্যমন্ত্ৰীয়ে এই বিষয়ত গভীৰ উদ্বেগ প্ৰকাশ কৰি কয় যে ৰাজ্যৰ খিলঞ্জীয়া লোকৰ অধিকাৰ সুৰক্ষিত কৰাটো চৰকাৰৰ দায়িত্ব। সীমান্ত অঞ্চলত কাঁটাতাৰৰ বেৰ সম্পূৰ্ণ কৰাৰ বাবে কেন্দ্ৰীয় চৰকাৰৰ লগত আলোচনা চলি আছে। সীমান্তৰ পথেৰে অবৈধভাৱে অনুপ্ৰৱেশ কৰা লোকসকলে চাকৰিৰ সন্ধানত ৰাজ্যলৈ আহি আছে বুলি সুৰক্ষা সংস্থাসমূহে জনাইছে। সীমান্ত সুৰক্ষা বাহিনীয়ে নজৰদাৰি বৃদ্ধি কৰিছে আৰু কেইবাজনকো আটক কৰিছে। আৰক্ষীয়ে জনোৱা মতে আটক কৰা লোকসকলৰ পৰিচয় পত্ৰ পৰীক্ষা কৰা হৈছে আৰু তেওঁলোকক সহায় কৰা দালালসকলৰ বিৰুদ্ধে কঠোৰ ব্যৱস্থা গ্ৰহণ কৰা হ'ব। মুখ্যমন্ত্ৰীয়ে এই বিষয়ত গভীৰ উদ্বেগ প্ৰকাশ কৰি কয় যে ৰাজ্যৰ খিলঞ্জীয়া লোকৰ অধিকাৰ সুৰক্ষিত কৰাটো চৰকাৰৰ দায়িত্ব। সীমান্ত অঞ্চলত কাঁটাতাৰৰ বেৰ সম্পূৰ্ণ কৰাৰ বাবে কেন্দ্ৰীয় চৰকাৰৰ লগত আলোচনা চলি আছে। সীমান্তৰ পথেৰে অবৈধভাৱে অনুপ্ৰৱেশ কৰা লোকসকলে চাকৰিৰ সন্ধানত ৰাজ্যলৈ আহি আছে বুলি সুৰক্ষা সংস্থাসমূহে জনাইছে। সীমান্ত সুৰক্ষা বাহিনীয়ে নজৰদাৰি বৃদ্ধি কৰিছে আৰু কেইবাজনকো আটক কৰিছে। আৰক্ষীয়ে জনোৱা মতে আটক কৰা লোকসকলৰ পৰিচয় পত্ৰ পৰীক্ষা কৰা হৈছে আৰু তেওঁলোকক সহায় কৰা দালালসকলৰ বিৰুদ্ধে কঠোৰ ব্যৱস্থা গ্ৰহণ কৰা হ'ব। মুখ্যমন্ত্ৰীয়ে এই বিষয়ত গভীৰ উদ্বেগ প্ৰকাশ কৰি কয় যে ৰাজ্যৰ খিলঞ্জীয়া লোকৰ অধিকাৰ সুৰক্ষিত কৰাটো চৰকাৰৰ দায়িত্ব। সীমান্ত অঞ্চলত কাঁটাতাৰৰ বেৰ সম্পূৰ্ণ কৰাৰ বাবে কেন্দ্ৰীয় চৰকাৰৰ লগত আলোচনা চলি আছে। সীমান্তৰ পথেৰে অবৈধভাৱে অনুপ্ৰৱেশ কৰা লোকসকলে চাকৰিৰ সন্ধানত ৰাজ্যলৈ আহি আছে বুলি সুৰক্ষা সংস্থাসমূহে জনাইছে। সীমান্ত সুৰক্ষা বাহিনীয়ে নজৰদাৰি বৃদ্ধি কৰিছে আৰু কেইবাজনকো আটক কৰিছে। আৰক্ষীয়ে জনোৱা মতে আটক কৰা লোকসকলৰ পৰিচয় পত্ৰ পৰীক্ষা কৰা হৈছে আৰু তেওঁলোকক সহায় কৰা দালালসকলৰ বিৰুদ্ধে কঠোৰ ব্যৱস্থা গ্ৰহণ কৰা হ'ব। মুখ্যমন্ত্ৰীয়ে এই বিষয়ত গভীৰ উদ্বেগ প্ৰকাশ কৰি কয় যে ৰাজ্যৰ খিলঞ্জীয়া লোকৰ অধিকাৰ সুৰক্ষিত কৰাটো চৰকাৰৰ দায়িত্ব। সীমান্ত অঞ্চলত কাঁটাতাৰৰ বেৰ সম্পূৰ্ণ কৰাৰ বাবে কেন্দ্ৰীয় চৰকাৰৰ লগত আলোচনা চলি আছে। সীমান্তৰ পথেৰে অবৈধভাৱে অনুপ্ৰৱেশ কৰা লোকসকলে চাকৰিৰ সন্ধানত ৰাজ্যলৈ আহি আছে বুলি সুৰক্ষা সংস্থাসমূহে জনাইছে। সীমান্ত সুৰক্ষা বাহিনীয়ে নজৰদাৰি বৃদ্ধি কৰিছে আৰু কেইবাজনকো আটক কৰিছে। আৰক্ষীয়ে জনোৱা মতে আটক কৰা লোকসকলৰ পৰিচয় পত্ৰ পৰীক্ষা কৰা হৈছে আৰু তেওঁলোকক সহায় কৰা দালালসকলৰ বিৰুদ্ধে কঠোৰ ব্যৱস্থা গ্ৰহণ কৰা হ'ব। মুখ্যমন্ত্ৰীয়ে এই বিষয়ত গভীৰ উদ্বেগ প্ৰকাশ কৰি কয় যে ৰাজ্যৰ খিলঞ্জীয়া লোকৰ অধিকাৰ সুৰক্ষিত কৰাটো চৰকাৰৰ দায়িত্ব। সীমান্ত অঞ্চলত কাঁটাতাৰৰ বেৰ সম্পূৰ্ণ কৰাৰ বাবে কেন্দ্ৰীয় চৰকাৰৰ লগত আলোচনা চলি আছে।: [254, 61, 365, 299]
- article-headline: বেসিকট সিদ্ধিকাৰ আদালতে সুপ্ৰীম উচ্চতম ন্যায়ালয়ৰ সিদ্ধান্ত: [148, 627, 242, 640]
- article-headline: নতুন কণ পাৰ অসমৰ বাজিক চিনিয়াখানা-উৰ্জা: [386, 41, 480, 60]
- article-col2-top: [143, 40, 247, 205]
- page-header: [6, 4, 494, 28]
- article-headline: চৰাগুৰণ ভূমিত চৰকাৰে: [156, 213, 234, 223]
- article-col2-lower: [143, 434, 247, 619]
- article-headline: সুদূৰৰ ৩০ হ বঞ্চিত হৈছে কোচ-ৰাজবংশী লোক: [152, 438, 238, 458]
- article-body: বছৰৰ প্ৰথম দিনটোতে ৰাজ্যৰ বিভিন্ন প্ৰান্তত ঘটি যোৱা কেইবাটাও দুৰ্ঘটনাই জনজীৱন বিপৰ্যস্ত কৰি তোলে। আৰক্ষীয়ে জনোৱা মতে ঘটনাস্থলত তৎক্ষণাৎ উদ্ধাৰ কাৰ্য আৰম্ভ কৰা হয় আৰু আহতসকলক নিকটৱৰ্তী চিকিৎসালয়ত ভৰ্তি কৰা হয়। প্ৰশাসনে ঘটনাৰ তদন্তৰ নিৰ্দেশ দিছে আৰু ৰাইজক সতৰ্ক থাকিবলৈ আহ্বান জনাইছে। স্থানীয় লোকসকলে উদ্ধাৰ কাৰ্যত সহায় আগবঢ়ায়। বছৰৰ প্ৰথম দিনটোতে ৰাজ্যৰ বিভিন্ন প্ৰান্তত ঘটি যোৱা কেইবাটাও দুৰ্ঘটনাই জনজীৱন বিপৰ্যস্ত কৰি তোলে। আৰক্ষীয়ে জনোৱা মতে ঘটনাস্থলত তৎক্ষণাৎ উদ্ধাৰ কাৰ্য আৰম্ভ কৰা হয় আৰু আহতসকলক নিকটৱৰ্তী চিকিৎসালয়ত ভৰ্তি কৰা হয়। প্ৰশাসনে ঘটনাৰ তদন্তৰ নিৰ্দেশ দিছে আৰু ৰাইজক সতৰ্ক থাকিবলৈ আহ্বান জনাইছে। স্থানীয় লোকসকলে উদ্ধাৰ কাৰ্যত সহায় আগবঢ়ায়। বছৰৰ প্ৰথম দিনটোতে ৰাজ্যৰ বিভিন্ন প্ৰান্তত ঘটি যোৱা কেইবাটাও দুৰ্ঘটনাই জনজীৱন বিপৰ্যস্ত কৰি তোলে। আৰক্ষীয়ে জনোৱা মতে ঘটনাস্থলত তৎক্ষণাৎ উদ্ধাৰ কাৰ্য আৰম্ভ কৰা হয় আৰু আহতসকলক নিকটৱৰ্তী চিকিৎসালয়ত ভৰ্তি কৰা হয়। প্ৰশাসনে ঘটনাৰ তদন্তৰ নিৰ্দেশ দিছে আৰু ৰাইজক সতৰ্ক থাকিবলৈ আহ্বান জনাইছে। স্থানীয় লোকসকলে উদ্ধাৰ কাৰ্যত সহায় আগবঢ়ায়।: [143, 62, 247, 125]
